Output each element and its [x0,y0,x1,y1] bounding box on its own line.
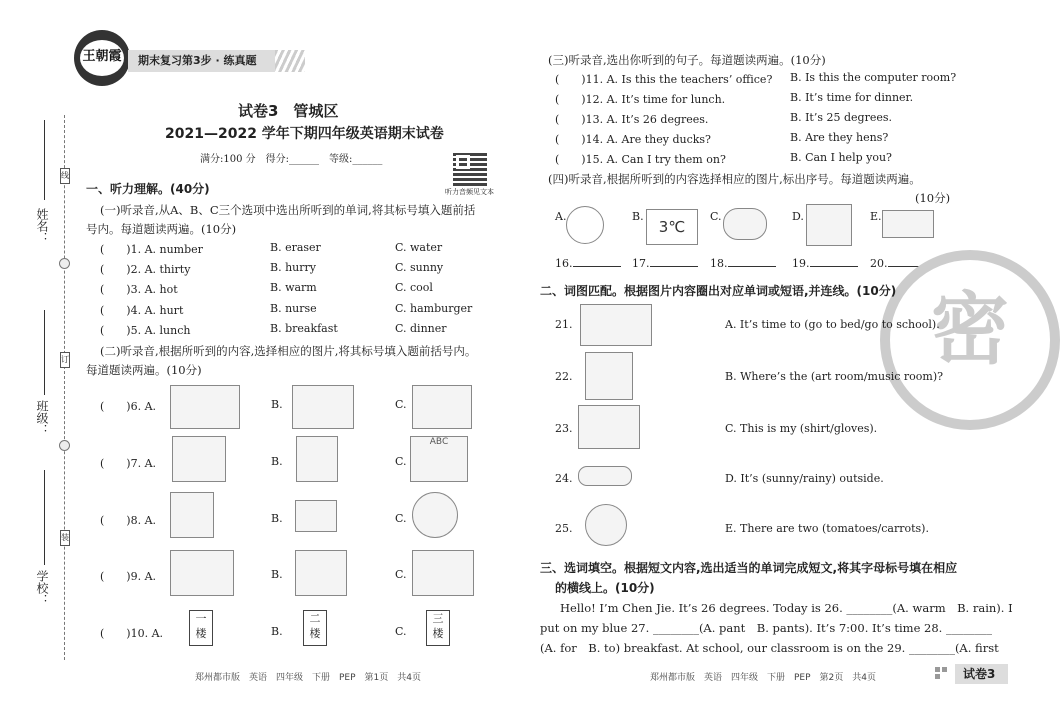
question-row: ( )1. A. number B. eraser C. water [100,241,443,256]
snowy-tree-picture [170,492,214,538]
question-label: ( )9. A. [100,570,157,583]
carrots-picture [578,466,632,486]
city-street-picture [170,550,234,596]
binding-dashed-line [64,115,65,660]
binding-tab-bind: 订 [60,352,70,368]
binding-tab-line: 线 [60,168,70,184]
name-field[interactable] [44,120,46,200]
name-label: 姓名： [35,208,49,244]
option-label: B. [271,398,283,411]
answer-blank[interactable]: 18. [710,257,776,270]
class-label: 班级： [35,400,49,436]
big-ben-picture [295,550,347,596]
option-label: B. [271,455,283,468]
bridge-picture [412,550,474,596]
option-label: C. [395,455,407,468]
answer-blank[interactable]: 16. [555,257,621,270]
question-label: ( )10. A. [100,627,164,640]
brand-logo: 王朝霞 [74,30,130,86]
sec1-instruction: (一)听录音,从A、B、C三个选项中选出所听到的单词,将其标号填入题前括 [100,203,476,217]
exam-subtitle: 2021—2022 学年下期四年级英语期末试卷 [165,126,444,142]
binding-hole [59,440,70,451]
teacher-at-board-picture [296,436,338,482]
match-sentence: A. It’s time to (go to bed/go to school). [725,318,940,331]
second-floor-sign: 二 楼 [303,610,327,646]
question-label: ( )7. A. [100,457,157,470]
question-row: ( )5. A. lunch B. breakfast C. dinner [100,322,447,337]
question-row: ( )12. A. It’s time for lunch. B. It’s time for dinner. [555,91,914,106]
match-number: 22. [555,370,573,383]
qr-caption: 听力音频见文本 [445,188,494,196]
confidential-stamp: 密 [880,250,1060,430]
banner-stripe [275,50,305,72]
answer-blank[interactable]: 19. [792,257,858,270]
sec4-instruction: (四)听录音,根据所听到的内容选择相应的图片,标出序号。每道题读两遍。 [548,172,921,186]
question-label: ( )6. A. [100,400,157,413]
part2-heading: 二、词图匹配。根据图片内容圈出对应单词或短语,并连线。(10分) [540,284,897,298]
option-label: C. [395,512,407,525]
tomatoes-picture [723,208,767,240]
option-label: B. [632,210,644,223]
skirt-picture [882,210,934,238]
option-label: B. [271,568,283,581]
step-banner: 期末复习第3步 · 练真题 [128,50,278,72]
office-room-picture [412,385,472,429]
option-label: C. [395,398,407,411]
option-label: C. [710,210,722,223]
match-sentence: E. There are two (tomatoes/carrots). [725,522,929,535]
sec3-instruction: (三)听录音,选出你听到的句子。每道题读两遍。(10分) [548,53,826,67]
part1-heading: 一、听力理解。(40分) [86,182,210,196]
temperature-sign: 3℃ [646,209,698,245]
third-floor-sign: 三 楼 [426,610,450,646]
footer-decor [942,667,947,672]
question-row: ( )4. A. hurt B. nurse C. hamburger [100,302,473,317]
school-label: 学校： [35,570,49,606]
question-row: ( )3. A. hot B. warm C. cool [100,281,433,296]
option-label: A. [555,210,567,223]
footer-right: 郑州都市版 英语 四年级 下册 PEP 第2页 共4页 [650,673,876,683]
question-row: ( )14. A. Are they ducks? B. Are they hens? [555,131,889,146]
part3-heading: 的横线上。(10分) [555,581,655,595]
option-label: D. [792,210,804,223]
school-field[interactable] [44,470,46,565]
question-row: ( )2. A. thirty B. hurry C. sunny [100,261,444,276]
footer-left: 郑州都市版 英语 四年级 下册 PEP 第1页 共4页 [195,673,421,683]
option-label: B. [271,512,283,525]
sec2-instruction: (二)听录音,根据所听到的内容,选择相应的图片,将其标号填入题前括号内。 [100,344,477,358]
sec4-points: (10分) [915,191,951,205]
binding-hole [59,258,70,269]
match-number: 25. [555,522,573,535]
art-room-door-picture [578,405,640,449]
alarm-clock-picture [566,206,604,244]
option-label: C. [395,568,407,581]
footer-decor [935,674,940,679]
bedroom-picture [580,304,652,346]
exam-title: 试卷3 管城区 [238,102,339,120]
sun-picture [585,504,627,546]
sun-picture [412,492,458,538]
question-row: ( )13. A. It’s 26 degrees. B. It’s 25 degrees. [555,111,892,126]
music-room-picture [292,385,354,429]
footer-decor [935,667,940,672]
answer-blank[interactable]: 17. [632,257,698,270]
option-label: B. [271,625,283,638]
passage-line: Hello! I’m Chen Jie. It’s 26 degrees. Today is 26. ________(A. warm B. rain). I [560,601,1013,615]
shirt-picture [585,352,633,400]
teacher-with-students-picture [172,436,226,482]
answer-blank[interactable]: 20. [870,257,936,270]
match-number: 21. [555,318,573,331]
binding-tab-pack: 装 [60,530,70,546]
part3-heading: 三、选词填空。根据短文内容,选出适当的单词完成短文,将其字母标号填在相应 [540,561,958,575]
score-line: 满分:100 分 得分:______ 等级:______ [200,154,383,165]
passage-line: (A. for B. to) breakfast. At school, our classroom is on the 29. ________(A. first [540,641,999,655]
question-row: ( )11. A. Is this the teachers’ office? B. Is this the computer room? [555,71,957,86]
match-number: 23. [555,422,573,435]
match-sentence: D. It’s (sunny/rainy) outside. [725,472,884,485]
first-floor-sign: 一 楼 [189,610,213,646]
classroom-desks-picture [170,385,240,429]
sec2-instruction: 每道题读两遍。(10分) [86,363,202,377]
paper-tag: 试卷3 [955,664,1008,684]
option-label: C. [395,625,407,638]
passage-line: put on my blue 27. ________(A. pant B. pants). It’s 7:00. It’s time 28. ________ [540,621,992,635]
match-sentence: C. This is my (shirt/gloves). [725,422,878,435]
option-label: E. [870,210,882,223]
jacket-picture [806,204,852,246]
windy-cloud-picture [295,500,337,532]
sec1-instruction: 号内。每道题读两遍。(10分) [86,222,237,236]
match-number: 24. [555,472,573,485]
students-abc-board-picture: ABC [410,436,468,482]
question-row: ( )15. A. Can I try them on? B. Can I help you? [555,151,892,166]
question-label: ( )8. A. [100,514,157,527]
class-field[interactable] [44,310,46,395]
match-sentence: B. Where’s the (art room/music room)? [725,370,944,383]
qr-code [453,152,487,186]
